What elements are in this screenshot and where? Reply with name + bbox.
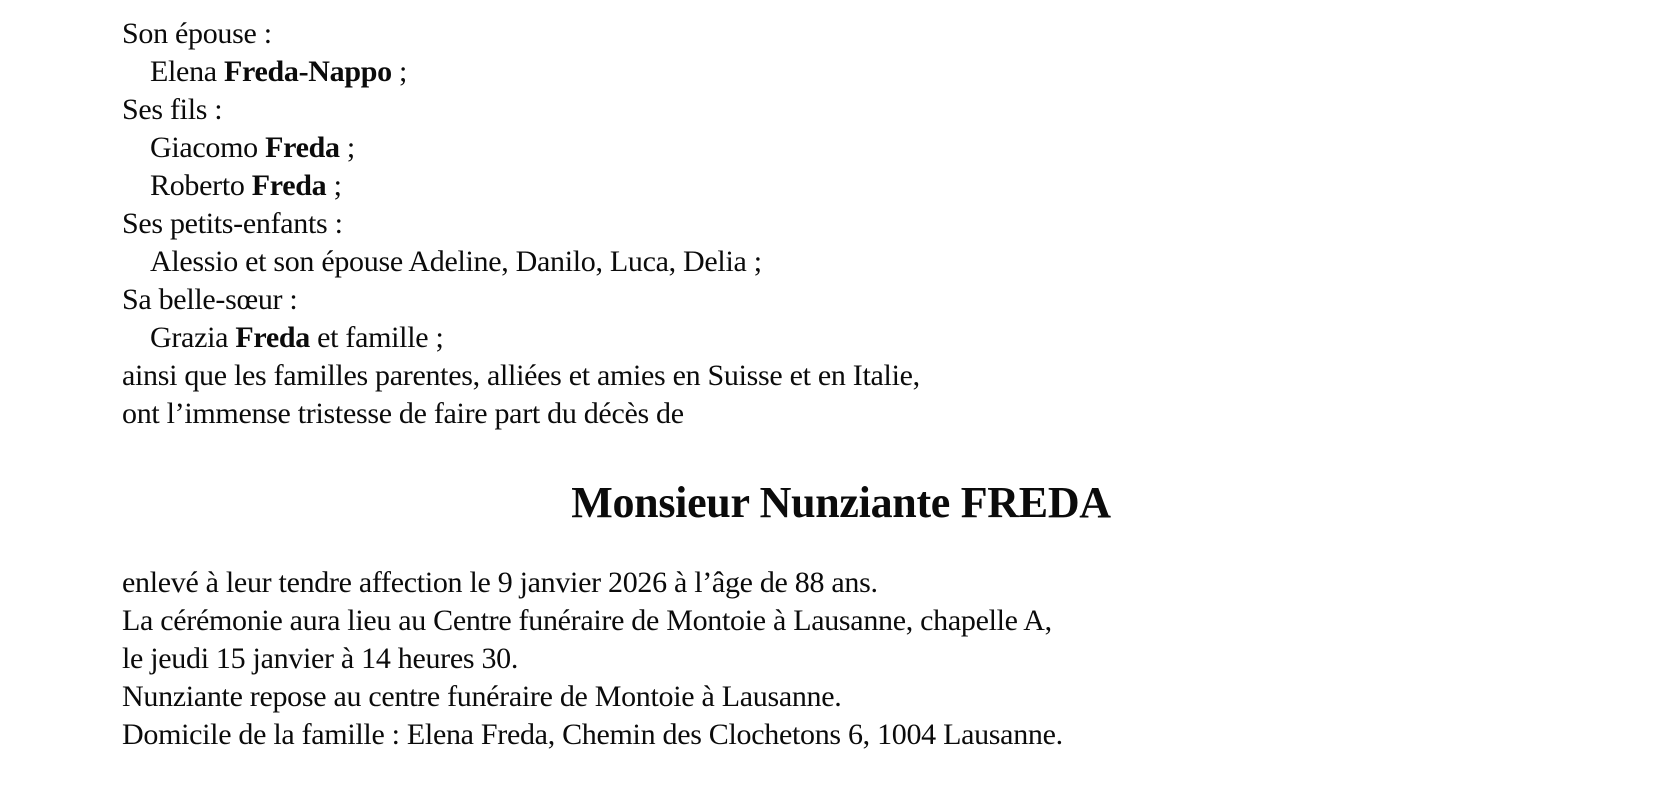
notice-text-segment: et famille ; [309,321,444,354]
notice-text-segment: Son épouse : [122,17,272,50]
family-surname: Freda [251,169,327,202]
notice-line [122,167,1560,205]
notice-line [122,319,1560,357]
notice-text-segment: ont l’immense tristesse de faire part du décès de [122,397,684,430]
detail-line: enlevé à leur tendre affection le 9 janvier 2026 à l’âge de 88 ans. [122,566,878,599]
notice-text-segment: ; [339,131,355,164]
notice-text-segment: Ses petits-enfants : [122,207,343,240]
notice-line [122,129,1560,167]
notice-line [122,281,1560,319]
family-surname: Freda [235,321,310,354]
family-surname: Freda-Nappo [224,55,392,88]
detail-line: Domicile de la famille : Elena Freda, Chemin des Clochetons 6, 1004 Lausanne. [122,718,1063,751]
family-list [122,15,1560,433]
notice-text-segment: ; [391,55,408,88]
detail-line: La cérémonie aura lieu au Centre funéraire de Montoie à Lausanne, chapelle A, [122,604,1052,637]
notice-line [122,53,1560,91]
notice-line [122,395,1560,433]
notice-text-segment: ainsi que les familles parentes, alliées et amies en Suisse et en Italie, [122,359,920,392]
notice-text-segment: Roberto [150,169,252,202]
notice-line [122,15,1560,53]
detail-line: le jeudi 15 janvier à 14 heures 30. [122,642,519,675]
notice-text-segment: Grazia [150,321,236,354]
deceased-name: Monsieur Nunziante FREDA [571,478,1111,527]
notice-text-segment: Ses fils : [122,93,223,126]
family-surname: Freda [265,131,340,164]
notice-text-segment: Sa belle-sœur : [122,283,298,316]
notice-text-segment: Alessio et son épouse Adeline, Danilo, Luca, Delia ; [150,245,762,278]
funeral-details [122,564,1560,754]
notice-text-segment: Elena [150,55,224,88]
notice-line [122,205,1560,243]
detail-line: Nunziante repose au centre funéraire de Montoie à Lausanne. [122,680,842,713]
notice-text-segment: ; [326,169,342,202]
notice-text-segment: Giacomo [150,131,266,164]
notice-line [122,357,1560,395]
notice-line [122,243,1560,281]
notice-line [122,91,1560,129]
